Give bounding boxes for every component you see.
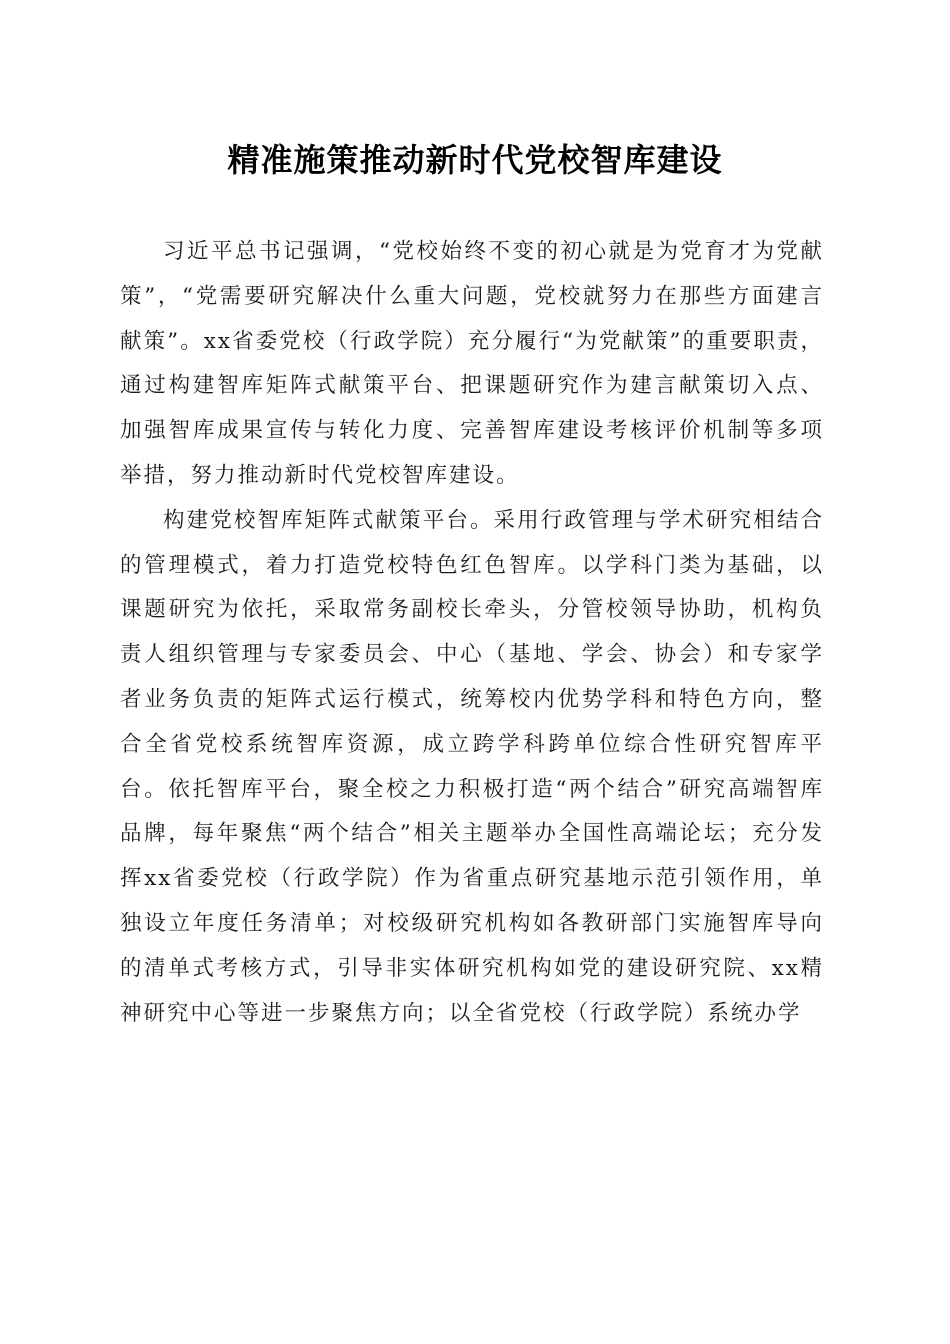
document-body: [120, 230, 824, 1036]
paragraph-platform: 构建党校智库矩阵式献策平台。采用行政管理与学术研究相结合的管理模式，着力打造党校特色红色智库。以学科门类为基础，以课题研究为依托，采取常务副校长牵头，分管校领导协助，机构负责人组织管理与专家委员会、中心（基地、学会、协会）和专家学者业务负责的矩阵式运行模式，统筹校内优势学科和特色方向，整合全省党校系统智库资源，成立跨学科跨单位综合性研究智库平台。依托智库平台，聚全校之力积极打造“两个结合”研究高端智库品牌，每年聚焦“两个结合”相关主题举办全国性高端论坛；充分发挥xx省委党校（行政学院）作为省重点研究基地示范引领作用，单独设立年度任务清单；对校级研究机构如各教研部门实施智库导向的清单式考核方式，引导非实体研究机构如党的建设研究院、xx精神研究中心等进一步聚焦方向；以全省党校（行政学院）系统办学: [120, 507, 824, 1026]
document-title: 精准施策推动新时代党校智库建设: [227, 141, 723, 179]
paragraph-intro: 习近平总书记强调，“党校始终不变的初心就是为党育才为党献策”，“党需要研究解决什么重大问题，党校就努力在那些方面建言献策”。xx省委党校（行政学院）充分履行“为党献策”的重要职责，通过构建智库矩阵式献策平台、把课题研究作为建言献策切入点、加强智库成果宣传与转化力度、完善智库建设考核评价机制等多项举措，努力推动新时代党校智库建设。: [120, 239, 824, 488]
